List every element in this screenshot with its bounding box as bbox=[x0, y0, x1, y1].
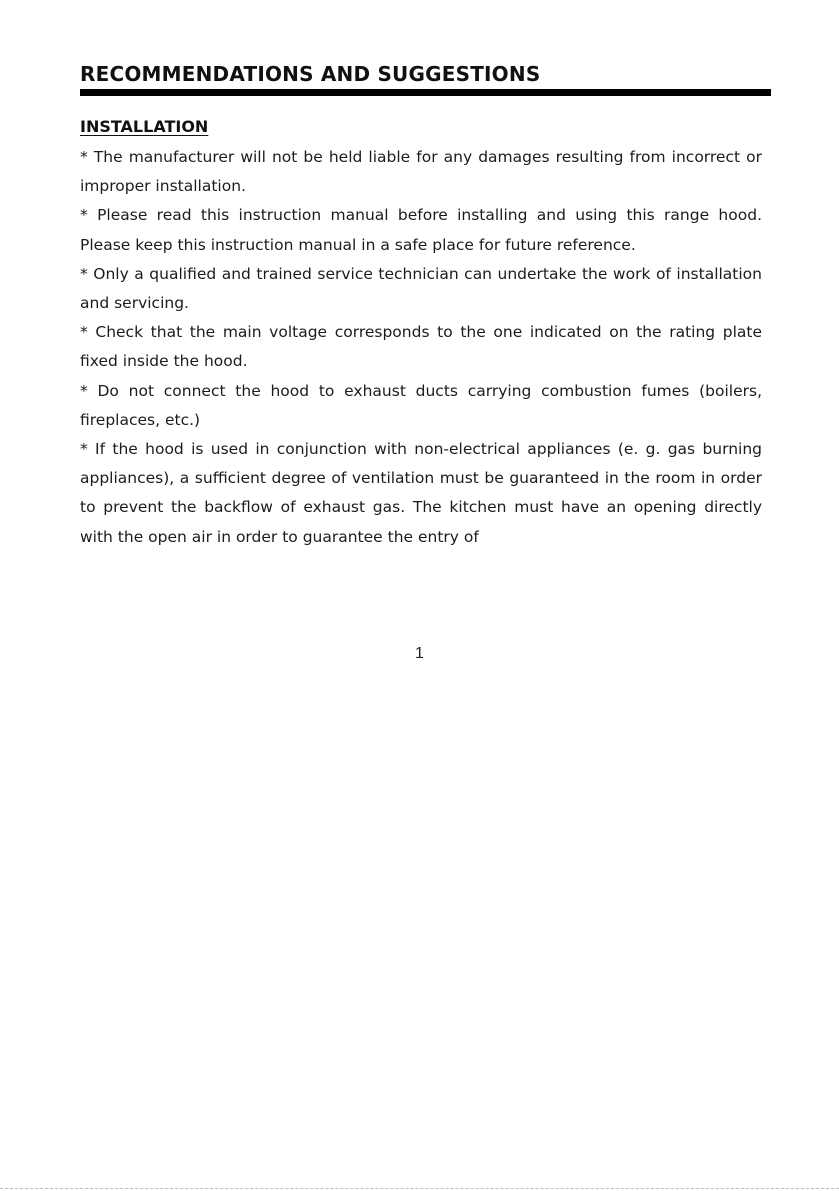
installation-paragraphs bbox=[80, 143, 762, 552]
section-title-installation: INSTALLATION bbox=[80, 117, 209, 136]
page-number: 1 bbox=[415, 645, 424, 662]
page-bottom-border bbox=[0, 1188, 839, 1189]
paragraph-voltage-check: * Check that the main voltage corresponds to the one indicated on the rating plate fixed inside the hood. bbox=[80, 323, 762, 371]
paragraph-qualified-technician: * Only a qualified and trained service technician can undertake the work of installation and servicing. bbox=[80, 264, 762, 313]
paragraph-exhaust-ducts: * Do not connect the hood to exhaust ducts carrying combustion fumes (boilers, fireplaces, etc.) bbox=[80, 381, 762, 429]
paragraph-liability: * The manufacturer will not be held liable for any damages resulting from incorrect or improper installation. bbox=[80, 148, 762, 196]
heading-rule bbox=[80, 89, 771, 96]
page-title: RECOMMENDATIONS AND SUGGESTIONS bbox=[80, 62, 541, 86]
paragraph-read-manual: * Please read this instruction manual before installing and using this range hood. Please keep this instruction manual in a safe place for future reference. bbox=[80, 206, 762, 254]
paragraph-ventilation: * If the hood is used in conjunction with non-electrical appliances (e. g. gas burning appliances), a sufficient degree of ventilation must be guaranteed in the room in order to prevent the backflow of exhaust gas. The kitchen must have an opening directly with the open air in order to guarantee the entry of bbox=[80, 440, 762, 546]
